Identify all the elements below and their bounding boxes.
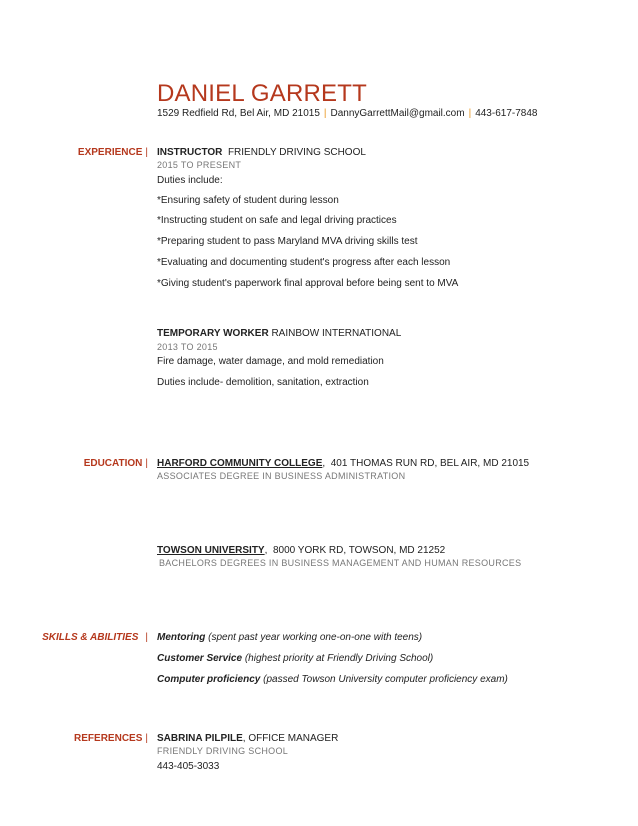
skill-detail: (spent past year working one-on-one with teens) xyxy=(208,632,423,643)
applicant-name: DANIEL GARRETT xyxy=(157,80,367,107)
phone: 443-617-7848 xyxy=(475,108,538,119)
job-company: FRIENDLY DRIVING SCHOOL xyxy=(227,147,366,158)
skill-item xyxy=(157,632,422,643)
school-address: 8000 YORK RD, TOWSON, MD 21252 xyxy=(272,545,446,556)
reference-company: FRIENDLY DRIVING SCHOOL xyxy=(157,746,289,756)
label-bar: | xyxy=(145,632,148,643)
label-bar: | xyxy=(145,733,148,744)
label-text: EXPERIENCE xyxy=(77,147,143,158)
school-heading: HARFORD COMMUNITY COLLEGE, 401 THOMAS RUN RD, BEL AIR, MD 21015 xyxy=(157,458,530,469)
skill-name: Customer Service xyxy=(157,653,243,664)
job-line: Duties include: xyxy=(157,175,223,186)
job-title: INSTRUCTOR xyxy=(157,147,223,158)
separator: | xyxy=(468,108,472,119)
email[interactable]: DannyGarrettMail@gmail.com xyxy=(330,108,465,119)
job-heading xyxy=(157,328,401,339)
section-label-skills xyxy=(0,632,148,643)
contact-line xyxy=(157,108,537,119)
skill-item xyxy=(157,653,433,664)
job-heading xyxy=(157,147,366,158)
skill-item xyxy=(157,674,508,685)
job-line: Fire damage, water damage, and mold remediation xyxy=(157,356,384,367)
job-title: TEMPORARY WORKER xyxy=(157,328,269,339)
label-bar: | xyxy=(145,458,148,469)
skill-name: Mentoring xyxy=(157,632,206,643)
degree: BACHELORS DEGREES IN BUSINESS MANAGEMENT AND HUMAN RESOURCES xyxy=(159,558,522,568)
label-bar: | xyxy=(145,147,148,158)
job-line: Duties include- demolition, sanitation, extraction xyxy=(157,377,369,388)
section-label-references xyxy=(0,733,148,744)
section-label-experience xyxy=(0,147,148,158)
label-text: EDUCATION xyxy=(83,458,143,469)
skill-detail: (passed Towson University computer proficiency exam) xyxy=(263,674,508,685)
job-company: RAINBOW INTERNATIONAL xyxy=(271,328,402,339)
job-line: *Evaluating and documenting student's progress after each lesson xyxy=(157,257,451,268)
job-line: *Ensuring safety of student during lesson xyxy=(157,195,339,206)
job-line: *Instructing student on safe and legal driving practices xyxy=(157,215,397,226)
section-label-education xyxy=(0,458,148,469)
job-line: *Preparing student to pass Maryland MVA driving skills test xyxy=(157,236,418,247)
school-address: 401 THOMAS RUN RD, BEL AIR, MD 21015 xyxy=(330,458,530,469)
reference-heading: SABRINA PILPILE, OFFICE MANAGER xyxy=(157,733,339,744)
reference-name: SABRINA PILPILE xyxy=(157,733,243,744)
skill-detail: (highest priority at Friendly Driving School) xyxy=(244,653,434,664)
degree: ASSOCIATES DEGREE IN BUSINESS ADMINISTRATION xyxy=(157,471,406,481)
school-name: HARFORD COMMUNITY COLLEGE xyxy=(157,458,323,469)
reference-role: OFFICE MANAGER xyxy=(248,733,339,744)
separator: | xyxy=(323,108,327,119)
job-line: *Giving student's paperwork final approval before being sent to MVA xyxy=(157,278,459,289)
label-text: REFERENCES xyxy=(74,733,143,744)
school-heading: TOWSON UNIVERSITY, 8000 YORK RD, TOWSON, MD 21252 xyxy=(157,545,446,556)
job-dates: 2013 TO 2015 xyxy=(157,342,218,352)
label-text: SKILLS & ABILITIES xyxy=(42,632,139,643)
reference-phone: 443-405-3033 xyxy=(157,761,220,772)
address: 1529 Redfield Rd, Bel Air, MD 21015 xyxy=(157,108,320,119)
skill-name: Computer proficiency xyxy=(157,674,261,685)
school-name: TOWSON UNIVERSITY xyxy=(157,545,265,556)
job-dates: 2015 TO PRESENT xyxy=(157,160,242,170)
